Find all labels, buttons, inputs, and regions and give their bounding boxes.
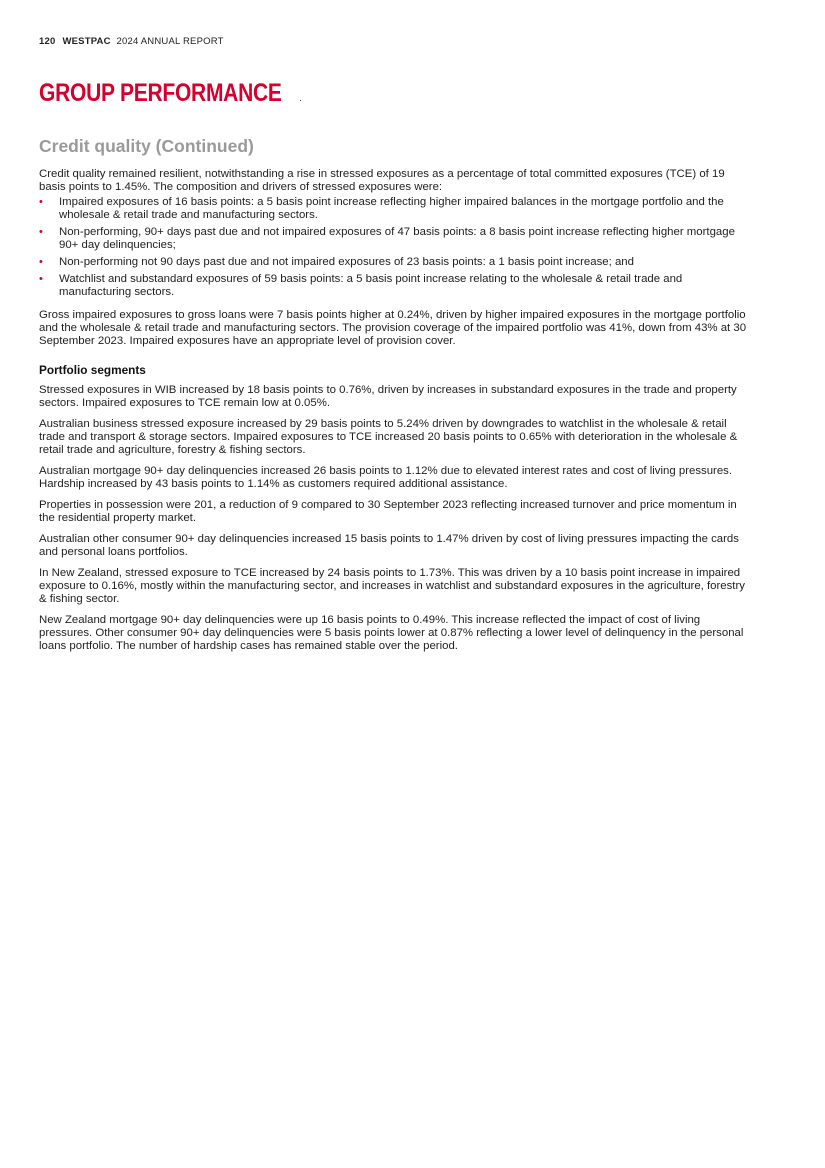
bullet-item — [39, 256, 751, 269]
bullet-text: Non-performing not 90 days past due and not impaired exposures of 23 basis points: a 1 basis point increase; and — [59, 256, 634, 268]
page-number: 120 — [39, 36, 56, 47]
bullet-icon: • — [39, 196, 43, 208]
brand-name: WESTPAC — [62, 36, 111, 47]
portfolio-paragraph: Australian business stressed exposure increased by 29 basis points to 5.24% driven by downgrades to watchlist in the wholesale & retail trade and transport & storage sectors. Impaired exposures to TCE increased 20 basis points to 0.65% with deterioration in the wholesale & retail trade and agriculture, forestry & fishing sectors. — [39, 418, 738, 456]
portfolio-paragraph: In New Zealand, stressed exposure to TCE increased by 24 basis points to 1.73%. This was driven by a 10 basis point increase in impaired exposure to 0.16%, mostly within the manufacturing sector, and increases in watchlist and substandard exposures in the agriculture, forestry & fishing sector. — [39, 567, 745, 605]
bullet-icon: • — [39, 226, 43, 238]
bullet-icon: • — [39, 273, 43, 285]
bullet-item — [39, 196, 751, 222]
bullet-text: Impaired exposures of 16 basis points: a 5 basis point increase reflecting higher impaired balances in the mortgage portfolio and the wholesale & retail trade and manufacturing sectors. — [59, 196, 724, 221]
bullet-text: Watchlist and substandard exposures of 59 basis points: a 5 basis point increase relating to the wholesale & retail trade and manufacturing sectors. — [59, 273, 683, 298]
portfolio-paragraph: New Zealand mortgage 90+ day delinquencies were up 16 basis points to 0.49%. This increase reflected the impact of cost of living pressures. Other consumer 90+ day delinquencies were 5 basis points lower at 0.87% reflecting a lower level of delinquency in the personal loans portfolio. The number of hardship cases has remained stable over the period. — [39, 614, 744, 652]
stray-mark — [300, 100, 301, 101]
bullet-text: Non-performing, 90+ days past due and not impaired exposures of 47 basis points: a 8 basis point increase reflecting higher mortgage 90+ day delinquencies; — [59, 226, 735, 251]
portfolio-paragraph: Australian mortgage 90+ day delinquencies increased 26 basis points to 1.12% due to elevated interest rates and cost of living pressures. Hardship increased by 43 basis points to 1.14% as customers required additional assistance. — [39, 465, 733, 490]
intro-paragraph: Credit quality remained resilient, notwithstanding a rise in stressed exposures as a percentage of total committed exposures (TCE) of 19 basis points to 1.45%. The composition and drivers of stressed exposures were: — [39, 168, 725, 193]
bullet-item — [39, 273, 751, 299]
bullet-item — [39, 226, 751, 252]
running-header — [39, 36, 224, 47]
subsection-title: Credit quality (Continued) — [39, 136, 254, 156]
bullet-list — [39, 196, 751, 299]
portfolio-paragraph: Stressed exposures in WIB increased by 18 basis points to 0.76%, driven by increases in substandard exposures in the trade and property sectors. Impaired exposures to TCE remain low at 0.05%. — [39, 384, 737, 409]
bullet-icon: • — [39, 256, 43, 268]
portfolio-paragraph: Australian other consumer 90+ day delinquencies increased 15 basis points to 1.47% driven by cost of living pressures impacting the cards and personal loans portfolios. — [39, 533, 739, 558]
body-text — [39, 168, 751, 661]
section-title: GROUP PERFORMANCE — [39, 79, 282, 107]
gross-impaired-paragraph: Gross impaired exposures to gross loans were 7 basis points higher at 0.24%, driven by higher impaired exposures in the mortgage portfolio and the wholesale & retail trade and manufacturing sectors. The provision coverage of the impaired portfolio was 41%, down from 43% at 30 September 2023. Impaired exposures have an appropriate level of provision cover. — [39, 309, 747, 347]
portfolio-paragraph: Properties in possession were 201, a reduction of 9 compared to 30 September 2023 reflecting increased turnover and price momentum in the residential property market. — [39, 499, 737, 524]
report-name: 2024 ANNUAL REPORT — [116, 36, 224, 47]
portfolio-heading: Portfolio segments — [39, 363, 146, 377]
